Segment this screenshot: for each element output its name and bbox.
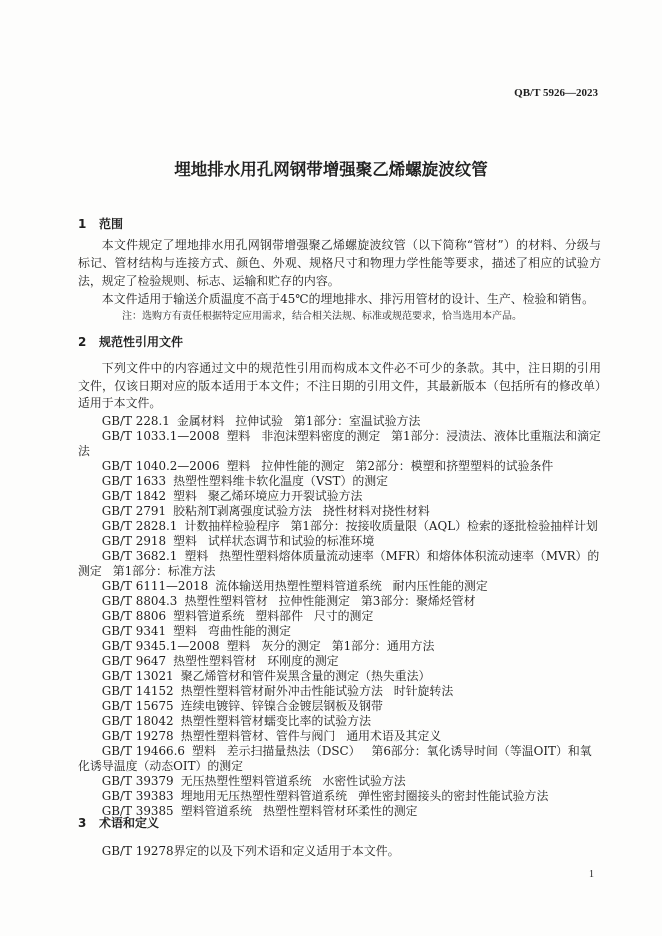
reference-title: 胶粘剂T剥离强度试验方法 挠性材料对挠性材料	[173, 503, 430, 518]
reference-code: GB/T 18042	[101, 713, 174, 728]
reference-title: 无压热塑性塑料管道系统 水密性试验方法	[180, 773, 406, 788]
reference-title: 塑料 弯曲性能的测定	[173, 623, 292, 638]
reference-item	[78, 654, 601, 669]
reference-code: GB/T 9647	[101, 653, 167, 668]
references-intro	[78, 360, 601, 413]
reference-code: GB/T 19466.6	[101, 743, 185, 758]
section-number: 1	[78, 217, 87, 231]
reference-item	[78, 714, 601, 729]
reference-code: GB/T 2828.1	[101, 518, 178, 533]
reference-code: GB/T 9345.1—2008	[101, 638, 220, 653]
reference-item	[78, 459, 601, 474]
page-number: 1	[589, 869, 594, 880]
standard-number: QB/T 5926—2023	[514, 87, 598, 99]
reference-code: GB/T 8806	[101, 608, 167, 623]
reference-title: 计数抽样检验程序 第1部分：按接收质量限（AQL）检索的逐批检验抽样计划	[184, 518, 598, 533]
reference-title: 热塑性塑料维卡软化温度（VST）的测定	[173, 473, 389, 488]
section-heading-scope	[78, 215, 601, 233]
reference-title: 塑料 非泡沫塑料密度的测定 第1部分：浸渍法、液体比重瓶法和滴定法	[78, 428, 601, 458]
reference-item	[78, 579, 601, 594]
reference-code: GB/T 9341	[101, 623, 167, 638]
reference-code: GB/T 14152	[101, 683, 174, 698]
reference-title: 热塑性塑料管材蠕变比率的试验方法	[180, 713, 371, 728]
scope-paragraph: 本文件适用于输送介质温度不高于45℃的埋地排水、排污用管材的设计、生产、检验和销售。	[101, 292, 594, 306]
reference-title: 连续电镀锌、锌镍合金镀层钢板及钢带	[180, 698, 383, 713]
reference-code: GB/T 15675	[101, 698, 174, 713]
reference-item	[78, 609, 601, 624]
reference-code: GB/T 13021	[101, 668, 174, 683]
section-heading-normative-references	[78, 333, 601, 351]
reference-title: 塑料 拉伸性能的测定 第2部分：模塑和挤塑塑料的试验条件	[226, 458, 554, 473]
reference-item	[78, 639, 601, 654]
reference-item	[78, 429, 601, 459]
reference-title: 热塑性塑料管材 拉伸性能测定 第3部分：聚烯烃管材	[184, 593, 476, 608]
section-number: 3	[78, 816, 87, 830]
reference-code: GB/T 2918	[101, 533, 167, 548]
reference-item	[78, 669, 601, 684]
reference-title: 埋地用无压热塑性塑料管道系统 弹性密封圈接头的密封性能试验方法	[180, 788, 549, 803]
reference-item	[78, 684, 601, 699]
references-intro-paragraph: 下列文件中的内容通过文中的规范性引用而构成本文件必不可少的条款。其中，注日期的引用文件，仅该日期对应的版本适用于本文件；不注日期的引用文件，其最新版本（包括所有的修改单）适用于本文件。	[78, 361, 601, 410]
reference-title: 热塑性塑料管材、管件与阀门 通用术语及其定义	[180, 728, 442, 743]
scope-paragraph: 本文件规定了埋地排水用孔网钢带增强聚乙烯螺旋波纹管（以下简称“管材”）的材料、分级与标记、管材结构与连接方式、颜色、外观、规格尺寸和物理力学性能等要求，描述了相应的试验方法，规定了检验规则、标志、运输和贮存的内容。	[78, 238, 601, 288]
section-title: 范围	[99, 217, 124, 231]
reference-title: 聚乙烯管材和管件炭黑含量的测定（热失重法）	[180, 668, 431, 683]
reference-code: GB/T 1633	[101, 473, 167, 488]
section-title: 术语和定义	[99, 816, 160, 830]
reference-item	[78, 414, 601, 429]
reference-item	[78, 744, 601, 774]
reference-code: GB/T 2791	[101, 503, 167, 518]
reference-code: GB/T 1040.2—2006	[101, 458, 220, 473]
reference-item	[78, 594, 601, 609]
scope-note: 注：选购方有责任根据特定应用需求，结合相关法规、标准或规范要求，恰当选用本产品。	[122, 311, 522, 322]
reference-title: 热塑性塑料管材耐外冲击性能试验方法 时针旋转法	[180, 683, 454, 698]
reference-item	[78, 624, 601, 639]
reference-code: GB/T 3682.1	[101, 548, 178, 563]
reference-code: GB/T 1033.1—2008	[101, 428, 220, 443]
reference-code: GB/T 39383	[101, 788, 174, 803]
reference-title: 塑料 聚乙烯环境应力开裂试验方法	[173, 488, 363, 503]
reference-code: GB/T 39385	[101, 803, 174, 818]
reference-code: GB/T 8804.3	[101, 593, 178, 608]
reference-code: GB/T 39379	[101, 773, 174, 788]
reference-item	[78, 474, 601, 489]
reference-item	[78, 504, 601, 519]
reference-title: 塑料 热塑性塑料熔体质量流动速率（MFR）和熔体体积流动速率（MVR）的测定 第1部分：标准方法	[78, 548, 600, 578]
reference-title: 塑料管道系统 塑料部件 尺寸的测定	[173, 608, 374, 623]
reference-item	[78, 774, 601, 789]
reference-title: 塑料管道系统 热塑性塑料管材环柔性的测定	[180, 803, 418, 818]
reference-title: 金属材料 拉伸试验 第1部分：室温试验方法	[176, 413, 421, 428]
reference-title: 塑料 灰分的测定 第1部分：通用方法	[226, 638, 435, 653]
document-title: 埋地排水用孔网钢带增强聚乙烯螺旋波纹管	[174, 160, 488, 179]
terms-body	[78, 842, 601, 860]
reference-item	[78, 534, 601, 549]
reference-list	[78, 414, 601, 819]
section-title: 规范性引用文件	[99, 335, 184, 349]
reference-title: 流体输送用热塑性塑料管道系统 耐内压性能的测定	[215, 578, 488, 593]
reference-item	[78, 699, 601, 714]
section-heading-terms	[78, 814, 601, 832]
reference-title: 塑料 差示扫描量热法（DSC） 第6部分：氧化诱导时间（等温OIT）和氧化诱导温度（动态OIT）的测定	[78, 743, 592, 773]
reference-code: GB/T 1842	[101, 488, 167, 503]
reference-title: 塑料 试样状态调节和试验的标准环境	[173, 533, 375, 548]
reference-title: 热塑性塑料管材 环刚度的测定	[173, 653, 339, 668]
reference-item	[78, 789, 601, 804]
reference-item	[78, 729, 601, 744]
reference-item	[78, 519, 601, 534]
scope-body	[78, 236, 601, 326]
section-number: 2	[78, 335, 87, 349]
reference-code: GB/T 19278	[101, 728, 174, 743]
reference-item	[78, 549, 601, 579]
reference-code: GB/T 6111—2018	[101, 578, 209, 593]
terms-paragraph: GB/T 19278界定的以及下列术语和定义适用于本文件。	[101, 844, 400, 858]
reference-item	[78, 489, 601, 504]
reference-code: GB/T 228.1	[101, 413, 170, 428]
